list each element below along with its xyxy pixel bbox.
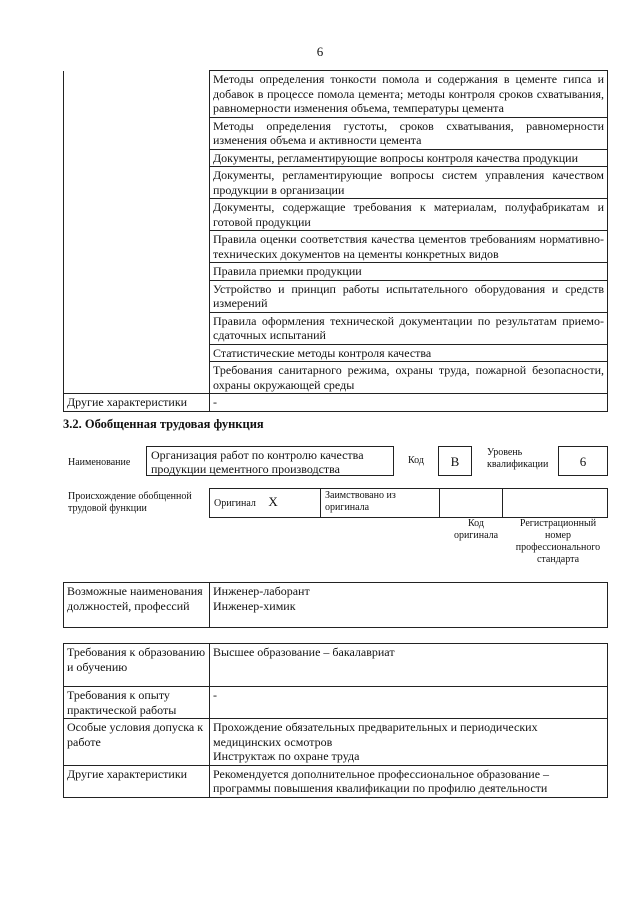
level-label: Уровень квалификации: [487, 447, 549, 470]
code-label: Код: [408, 455, 424, 466]
knowledge-item: Документы, регламентирующие вопросы систем управления качеством продукции в организации: [210, 167, 608, 199]
original-cell: [210, 489, 321, 518]
origin-table: [209, 488, 608, 518]
education-value: Высшее образование – бакалавриат: [210, 644, 608, 687]
table-row: [210, 489, 608, 518]
table-row: [64, 199, 608, 231]
other-characteristics-value: -: [210, 394, 608, 412]
knowledge-item: Правила приемки продукции: [210, 263, 608, 281]
admission-label: Особые условия допуска к работе: [64, 719, 210, 766]
table-row: [64, 362, 608, 394]
table-row: [64, 687, 608, 719]
knowledge-item: Требования санитарного режима, охраны труда, пожарной безопасности, охраны окружающей среды: [210, 362, 608, 394]
other-characteristics-label: Другие характеристики: [64, 765, 210, 797]
table-row: [64, 765, 608, 797]
table-row: [64, 644, 608, 687]
table-row: [64, 71, 608, 118]
admission-values: [210, 719, 608, 766]
table-row: [64, 394, 608, 412]
qualification-level: 6: [558, 446, 608, 476]
other-characteristics-label: Другие характеристики: [64, 394, 210, 412]
function-name: Организация работ по контролю качества продукции цементного производства: [146, 446, 394, 476]
origin-label: Происхождение обобщенной трудовой функции: [68, 491, 192, 514]
borrowed-label: Заимствовано из оригинала: [321, 489, 440, 518]
original-label: Оригинал: [214, 498, 256, 509]
education-label: Требования к образованию и обучению: [64, 644, 210, 687]
admission-item: Прохождение обязательных предварительных и периодических медицинских осмотров: [213, 720, 538, 749]
knowledge-item: Методы определения тонкости помола и содержания в цементе гипса и добавок в процессе помола цемента; методы контроля сроков схватывания, равномерности изменения объема, температуры цемента: [210, 71, 608, 118]
experience-label: Требования к опыту практической работы: [64, 687, 210, 719]
table-row: [64, 263, 608, 281]
requirements-table: [63, 643, 608, 798]
table-row: [64, 312, 608, 344]
table-row: [64, 117, 608, 149]
table-row: [64, 280, 608, 312]
knowledge-item: Документы, регламентирующие вопросы контроля качества продукции: [210, 149, 608, 167]
table-row: [64, 231, 608, 263]
knowledge-table: [63, 70, 608, 412]
admission-item: Инструктаж по охране труда: [213, 749, 360, 763]
position-item: Инженер-химик: [213, 598, 296, 613]
knowledge-item: Правила оформления технической документации по результатам приемо-сдаточных испытаний: [210, 312, 608, 344]
function-code: B: [438, 446, 472, 476]
section-title: 3.2. Обобщенная трудовая функция: [63, 417, 264, 431]
positions-table: [63, 582, 608, 628]
other-characteristics-value: Рекомендуется дополнительное профессиональное образование – программы повышения квалификации по профилю деятельности: [210, 765, 608, 797]
experience-value: -: [210, 687, 608, 719]
knowledge-item: Методы определения густоты, сроков схватывания, равномерности изменения объема и активности цемента: [210, 117, 608, 149]
reg-number-cell: [503, 489, 608, 518]
reg-number-label: Регистрационный номер профессионального стандарта: [515, 518, 601, 565]
page-number: 6: [316, 44, 324, 59]
table-row: [64, 149, 608, 167]
knowledge-item: Устройство и принцип работы испытательного оборудования и средств измерений: [210, 280, 608, 312]
original-mark: X: [268, 494, 278, 509]
knowledge-item: Правила оценки соответствия качества цементов требованиям нормативно-технических документов на цементы конкретных видов: [210, 231, 608, 263]
table-row: [64, 583, 608, 628]
knowledge-item: Статистические методы контроля качества: [210, 344, 608, 362]
original-code-cell: [440, 489, 503, 518]
knowledge-item: Документы, содержащие требования к материалам, полуфабрикатам и готовой продукции: [210, 199, 608, 231]
name-label: Наименование: [68, 457, 131, 468]
table-row: [64, 719, 608, 766]
table-row: [64, 167, 608, 199]
positions-values: [210, 583, 608, 628]
original-code-label: Код оригинала: [453, 518, 499, 541]
positions-label: Возможные наименования должностей, профессий: [64, 583, 210, 628]
position-item: Инженер-лаборант: [213, 584, 310, 598]
table-row: [64, 344, 608, 362]
